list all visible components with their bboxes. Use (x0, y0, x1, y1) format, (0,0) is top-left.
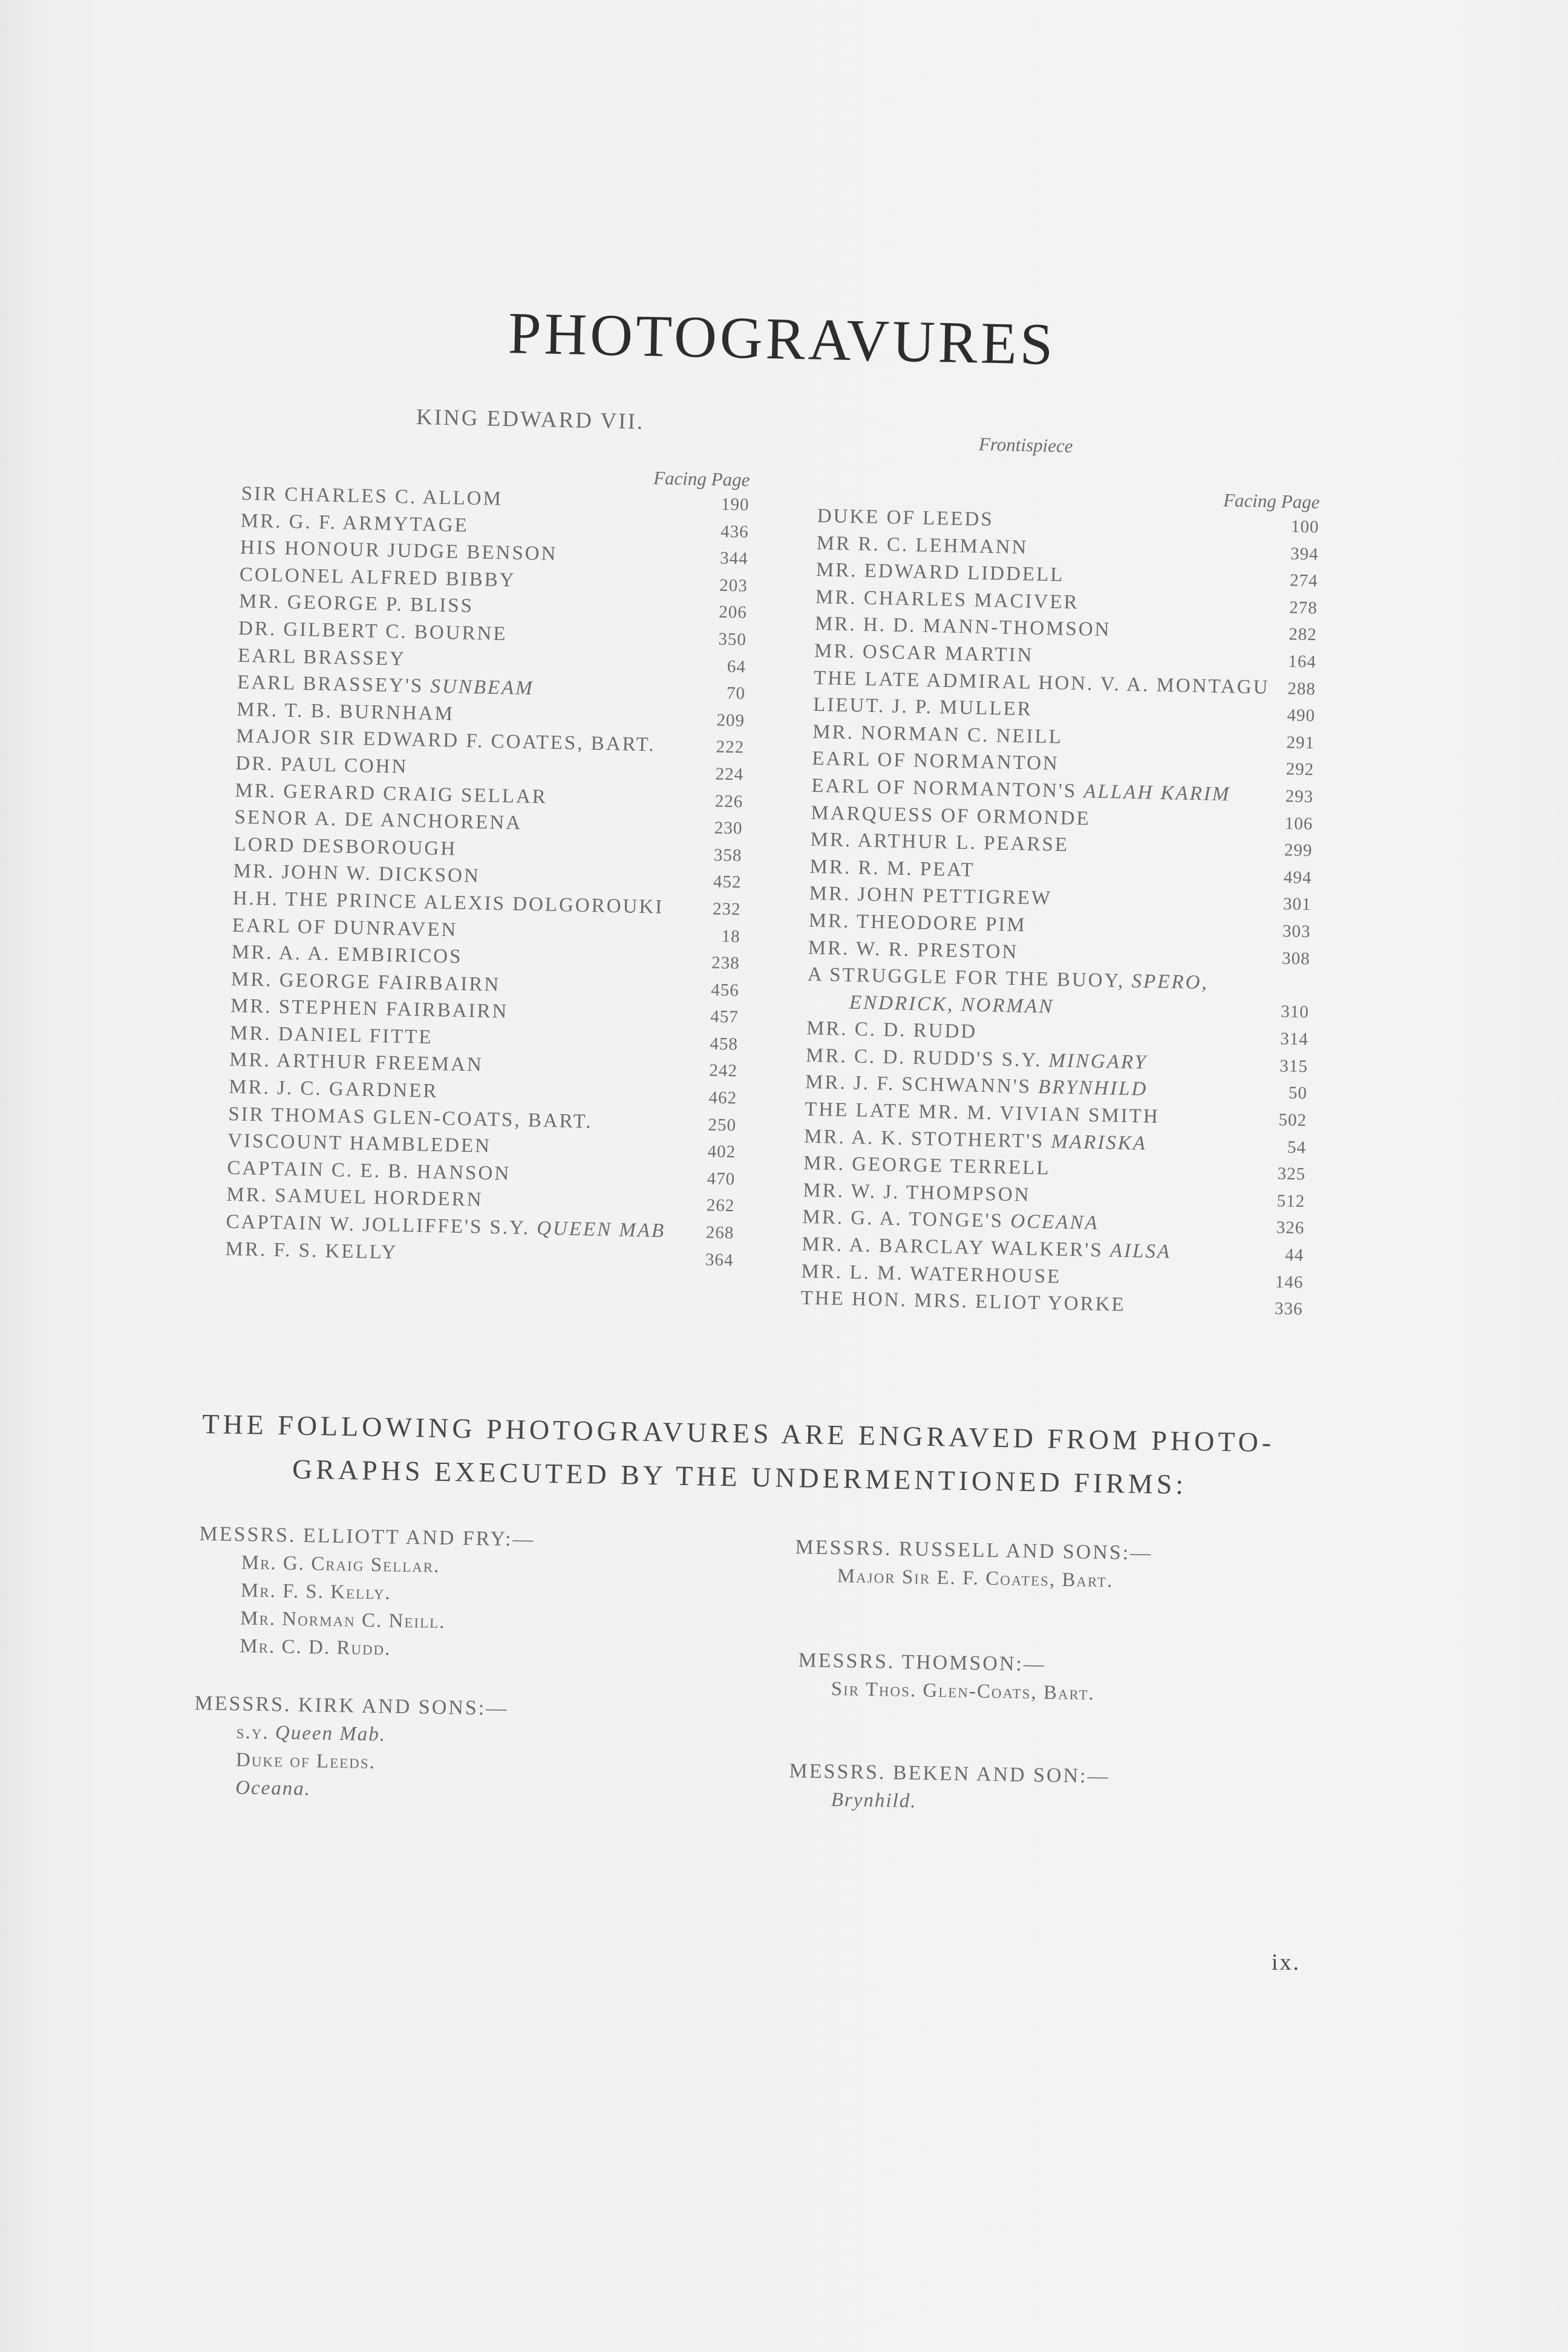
index-entry: MR. A. BARCLAY WALKER'S AILSA 44 (802, 1233, 1304, 1266)
right-index-column (800, 481, 1320, 1322)
index-entry: MR. CHARLES MACIVER 278 (815, 586, 1318, 618)
index-entry: CAPTAIN W. JOLLIFFE'S S.Y. QUEEN MAB 268 (226, 1210, 734, 1243)
index-entry: MR. NORMAN C. NEILL 291 (812, 720, 1315, 753)
index-entry: THE LATE MR. M. VIVIAN SMITH 502 (804, 1098, 1307, 1131)
index-entry: MR. T. B. BURNHAM 209 (236, 698, 745, 731)
index-entry: MR. THEODORE PIM 303 (808, 909, 1311, 942)
king-edward-entry: KING EDWARD VII. (416, 405, 645, 434)
index-entry: EARL OF DUNRAVEN 18 (232, 914, 740, 946)
index-entry: MR. EDWARD LIDDELL 274 (815, 559, 1319, 591)
firms-heading (201, 1402, 1291, 1508)
firm-beken-and-son: MESSRS. BEKEN AND SON:— Brynhild. (789, 1759, 1110, 1812)
index-entry: MR. G. F. ARMYTAGE 436 (240, 509, 749, 542)
firm-elliott-and-fry: MESSRS. ELLIOTT AND FRY:— Mr. G. Craig Sellar. Mr. F. S. Kelly. Mr. Norman C. Neill. Mr. C. D. Rudd. (199, 1522, 535, 1660)
index-entry: EARL BRASSEY'S SUNBEAM 70 (237, 671, 746, 704)
index-entry: COLONEL ALFRED BIBBY 203 (239, 563, 748, 596)
index-entry: MR. JOHN PETTIGREW 301 (809, 883, 1312, 915)
index-entry: MR. GEORGE TERRELL 325 (803, 1152, 1306, 1184)
index-entry: MR. GERARD CRAIG SELLAR 226 (235, 779, 743, 811)
index-entry: DR. GILBERT C. BOURNE 350 (238, 617, 747, 650)
index-entry: MR. SAMUEL HORDERN 262 (226, 1184, 735, 1216)
index-entry: DR. PAUL COHN 224 (235, 752, 744, 785)
index-entry: MR. J. C. GARDNER 462 (228, 1076, 737, 1108)
firms-heading-line1: THE FOLLOWING PHOTOGRAVURES ARE ENGRAVED FROM PHOTO- (201, 1408, 1275, 1458)
facing-page-label: Facing Page (653, 467, 750, 491)
index-entry: MR. OSCAR MARTIN 164 (814, 639, 1317, 672)
index-entry: LORD DESBOROUGH 358 (234, 833, 742, 866)
index-entry: CAPTAIN C. E. B. HANSON 470 (227, 1157, 736, 1189)
index-entry: SIR CHARLES C. ALLOM 190 (241, 482, 750, 515)
index-entry: EARL OF NORMANTON'S ALLAH KARIM 293 (811, 774, 1314, 807)
index-entry: MR R. C. LEHMANN 394 (816, 532, 1319, 564)
index-entry: VISCOUNT HAMBLEDEN 402 (227, 1130, 736, 1162)
index-entry: MARQUESS OF ORMONDE 106 (811, 802, 1313, 834)
index-entry: MR. F. S. KELLY 364 (225, 1238, 734, 1270)
firms-heading-line2: GRAPHS EXECUTED BY THE UNDERMENTIONED FIRMS: (292, 1453, 1187, 1500)
index-entry: A STRUGGLE FOR THE BUOY, SPERO, ENDRICK, NORMAN 310 (807, 963, 1310, 1022)
firm-kirk-and-sons: MESSRS. KIRK AND SONS:— s.y. Queen Mab. Duke of Leeds. Oceana. (194, 1691, 509, 1800)
index-entry: H.H. THE PRINCE ALEXIS DOLGOROUKI 232 (232, 887, 741, 920)
index-entry: MR. C. D. RUDD 314 (806, 1018, 1309, 1050)
index-entry: SENOR A. DE ANCHORENA 230 (234, 806, 743, 838)
index-entry: HIS HONOUR JUDGE BENSON 344 (240, 537, 749, 569)
firm-russell-and-sons: MESSRS. RUSSELL AND SONS:— Major Sir E. F. Coates, Bart. (795, 1535, 1153, 1592)
index-entry: LIEUT. J. P. MULLER 490 (812, 694, 1316, 726)
index-entry: MR. L. M. WATERHOUSE 146 (801, 1260, 1304, 1292)
index-entry: MR. C. D. RUDD'S S.Y. MINGARY 315 (805, 1044, 1308, 1077)
index-entry: MR. GEORGE P. BLISS 206 (238, 590, 748, 622)
index-entry: THE HON. MRS. ELIOT YORKE 336 (800, 1287, 1303, 1319)
index-entry: MR. H. D. MANN-THOMSON 282 (814, 613, 1318, 645)
index-entry: MR. W. R. PRESTON 308 (808, 936, 1310, 969)
index-entry: MR. A. A. EMBIRICOS 238 (231, 941, 740, 973)
page-number: ix. (1272, 1950, 1301, 1975)
index-entry: EARL BRASSEY 64 (237, 644, 746, 677)
index-entry: DUKE OF LEEDS 100 (817, 505, 1319, 537)
index-entry: MR. GEORGE FAIRBAIRN 456 (230, 968, 740, 1001)
index-entry: MR. W. J. THOMPSON 512 (803, 1179, 1305, 1211)
page-title: PHOTOGRAVURES (507, 301, 1057, 378)
left-index-column (225, 459, 750, 1273)
index-entry: MR. DANIEL FITTE 458 (229, 1022, 739, 1054)
index-entry: MAJOR SIR EDWARD F. COATES, BART. 222 (236, 725, 745, 757)
index-entry: MR. JOHN W. DICKSON 452 (233, 860, 742, 892)
index-entry: THE LATE ADMIRAL HON. V. A. MONTAGU 288 (813, 667, 1316, 699)
frontispiece-label: Frontispiece (978, 433, 1073, 457)
facing-page-label: Facing Page (1223, 489, 1320, 513)
index-entry: MR. STEPHEN FAIRBAIRN 457 (230, 995, 739, 1027)
index-entry: MR. A. K. STOTHERT'S MARISKA 54 (803, 1125, 1307, 1157)
index-entry: EARL OF NORMANTON 292 (812, 748, 1315, 780)
index-entry: MR. R. M. PEAT 494 (809, 855, 1312, 887)
index-entry: MR. J. F. SCHWANN'S BRYNHILD 50 (805, 1071, 1308, 1103)
index-entry: MR. ARTHUR FREEMAN 242 (229, 1049, 738, 1081)
index-entry: MR. G. A. TONGE'S OCEANA 326 (802, 1206, 1305, 1238)
index-entry: SIR THOMAS GLEN-COATS, BART. 250 (227, 1103, 737, 1135)
index-entry: MR. ARTHUR L. PEARSE 299 (810, 828, 1313, 861)
firm-thomson: MESSRS. THOMSON:— Sir Thos. Glen-Coats, Bart. (798, 1648, 1096, 1705)
